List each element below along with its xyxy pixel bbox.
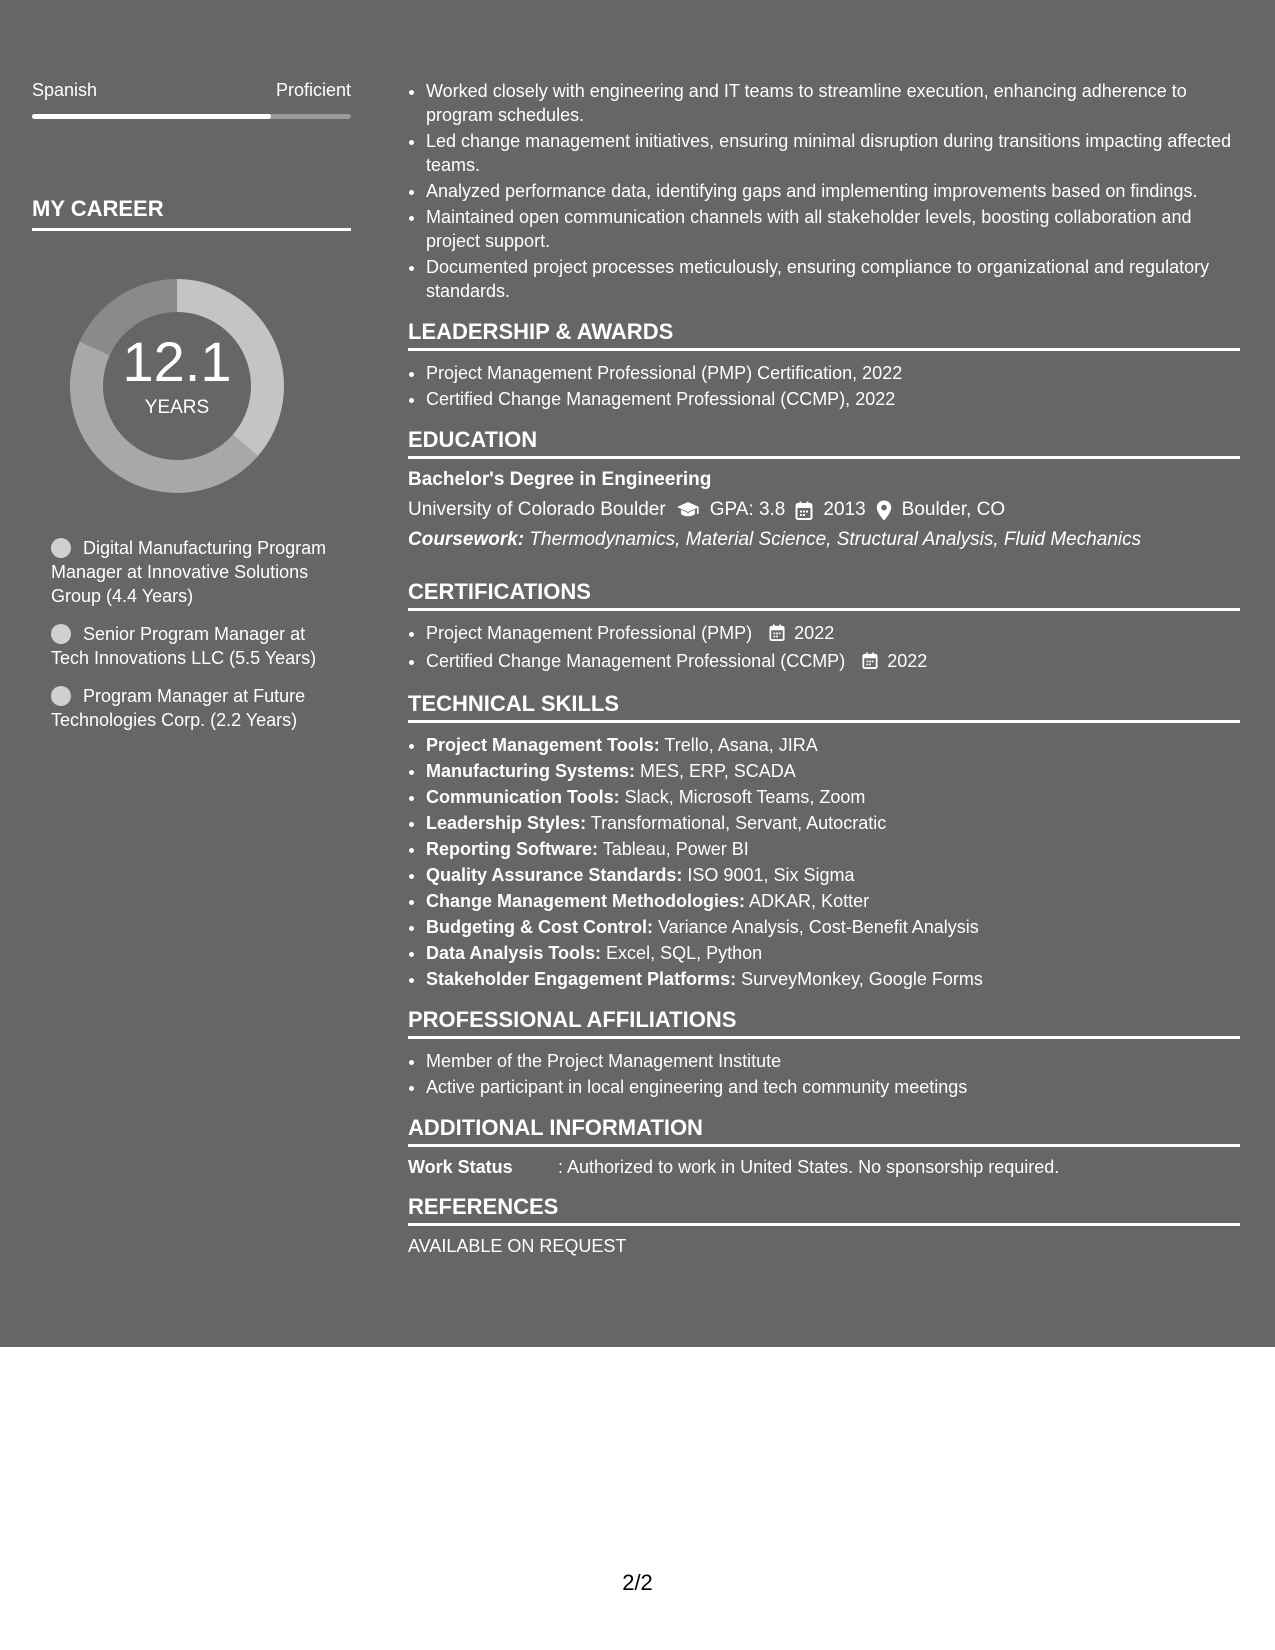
education-title: EDUCATION — [408, 427, 1240, 459]
skill-value: ADKAR, Kotter — [745, 891, 870, 911]
references-section — [408, 1194, 1240, 1257]
skill-label: Stakeholder Engagement Platforms: — [426, 969, 737, 989]
calendar-icon — [862, 651, 878, 675]
education-gpa: GPA: 3.8 — [709, 499, 786, 520]
skill-value: Slack, Microsoft Teams, Zoom — [619, 787, 866, 807]
language-level-fill — [32, 114, 271, 119]
leadership-title: LEADERSHIP & AWARDS — [408, 319, 1240, 351]
skill-value: Variance Analysis, Cost-Benefit Analysis — [652, 917, 979, 937]
career-legend-item — [51, 684, 341, 732]
leadership-item: • Project Management Professional (PMP) Certification, 2022 — [426, 361, 1240, 385]
education-degree: Bachelor's Degree in Engineering — [408, 469, 712, 490]
leadership-section — [408, 319, 1240, 411]
career-title: MY CAREER — [32, 196, 351, 231]
additional-section — [408, 1115, 1240, 1178]
education-school: University of Colorado Boulder — [408, 499, 666, 520]
certification-name: Project Management Professional (PMP) — [426, 623, 753, 643]
certification-year: 2022 — [794, 623, 835, 643]
work-status — [408, 1157, 1240, 1178]
skill-label: Project Management Tools: — [426, 735, 660, 755]
career-legend-item — [51, 536, 341, 608]
coursework-label: Coursework: — [408, 529, 525, 550]
skill-label: Budgeting & Cost Control: — [426, 917, 653, 937]
language-row — [32, 80, 351, 101]
affiliations-section — [408, 1007, 1240, 1099]
graduation-cap-icon — [676, 501, 700, 519]
career-years-label: YEARS — [144, 397, 210, 418]
skills-title: TECHNICAL SKILLS — [408, 691, 1240, 723]
language-name: Spanish — [32, 80, 98, 100]
skill-value: MES, ERP, SCADA — [635, 761, 796, 781]
work-status-label: Work Status — [408, 1157, 513, 1177]
education-section — [408, 427, 1240, 551]
work-status-value: : Authorized to work in United States. No sponsorship required. — [558, 1157, 1060, 1177]
affiliation-item: • Active participant in local engineering and tech community meetings — [426, 1075, 1240, 1099]
skill-label: Data Analysis Tools: — [426, 943, 602, 963]
calendar-icon — [769, 623, 785, 647]
career-legend-item — [51, 622, 341, 670]
certifications-section — [408, 579, 1240, 675]
skill-value: Excel, SQL, Python — [601, 943, 763, 963]
education-location: Boulder, CO — [901, 499, 1006, 520]
page-number: 2/2 — [622, 1570, 653, 1595]
skills-section — [408, 691, 1240, 991]
skill-item — [426, 811, 1240, 835]
career-total-years: 12.1 — [122, 330, 232, 393]
skill-label: Communication Tools: — [426, 787, 620, 807]
affiliations-title: PROFESSIONAL AFFILIATIONS — [408, 1007, 1240, 1039]
certifications-list — [408, 621, 1240, 675]
skill-item — [426, 863, 1240, 887]
calendar-icon — [795, 501, 813, 520]
education-details — [408, 499, 1240, 521]
skill-label: Change Management Methodologies: — [426, 891, 746, 911]
references-title: REFERENCES — [408, 1194, 1240, 1226]
skill-item — [426, 759, 1240, 783]
language-level-bar — [32, 114, 351, 119]
certification-item — [426, 621, 1240, 647]
location-pin-icon — [876, 500, 892, 521]
skill-item — [426, 967, 1240, 991]
career-role-label: Program Manager at Future Technologies Corp. (2.2 Years) — [51, 686, 306, 730]
skill-value: Tableau, Power BI — [598, 839, 749, 859]
certification-year: 2022 — [887, 651, 928, 671]
leadership-list — [408, 361, 1240, 411]
legend-dot-icon — [51, 624, 71, 644]
career-role-label: Senior Program Manager at Tech Innovations LLC (5.5 Years) — [51, 624, 317, 668]
skill-item — [426, 889, 1240, 913]
skill-item — [426, 941, 1240, 965]
legend-dot-icon — [51, 538, 71, 558]
certifications-title: CERTIFICATIONS — [408, 579, 1240, 611]
language-level: Proficient — [275, 80, 351, 100]
skill-label: Leadership Styles: — [426, 813, 587, 833]
coursework-value: Thermodynamics, Material Science, Structural Analysis, Fluid Mechanics — [524, 529, 1142, 550]
experience-bullet: • Led change management initiatives, ensuring minimal disruption during transitions impacting affected teams. — [426, 129, 1240, 177]
skills-list — [408, 733, 1240, 991]
certification-name: Certified Change Management Professional (CCMP) — [426, 651, 846, 671]
education-year: 2013 — [823, 499, 866, 520]
experience-bullet: • Worked closely with engineering and IT teams to streamline execution, enhancing adherence to program schedules. — [426, 79, 1240, 127]
experience-bullet: • Maintained open communication channels with all stakeholder levels, boosting collaboration and project support. — [426, 205, 1240, 253]
skill-item — [426, 837, 1240, 861]
skill-label: Manufacturing Systems: — [426, 761, 636, 781]
additional-title: ADDITIONAL INFORMATION — [408, 1115, 1240, 1147]
references-text: AVAILABLE ON REQUEST — [408, 1236, 627, 1256]
main-content — [408, 0, 1240, 1257]
skill-value: Trello, Asana, JIRA — [659, 735, 818, 755]
skill-value: ISO 9001, Six Sigma — [682, 865, 855, 885]
experience-bullet: • Documented project processes meticulously, ensuring compliance to organizational and regulatory standards. — [426, 255, 1240, 303]
skill-item — [426, 785, 1240, 809]
career-role-label: Digital Manufacturing Program Manager at Innovative Solutions Group (4.4 Years) — [51, 538, 327, 606]
certification-item — [426, 649, 1240, 675]
career-legend — [51, 536, 341, 746]
legend-dot-icon — [51, 686, 71, 706]
career-donut-chart — [64, 273, 290, 499]
affiliations-list — [408, 1049, 1240, 1099]
experience-bullet: • Analyzed performance data, identifying gaps and implementing improvements based on findings. — [426, 179, 1240, 203]
skill-label: Reporting Software: — [426, 839, 599, 859]
leadership-item: • Certified Change Management Professional (CCMP), 2022 — [426, 387, 1240, 411]
affiliation-item: • Member of the Project Management Institute — [426, 1049, 1240, 1073]
education-coursework — [408, 529, 1240, 551]
skill-value: SurveyMonkey, Google Forms — [736, 969, 983, 989]
skill-value: Transformational, Servant, Autocratic — [586, 813, 887, 833]
skill-item — [426, 733, 1240, 757]
skill-label: Quality Assurance Standards: — [426, 865, 683, 885]
skill-item — [426, 915, 1240, 939]
experience-bullets — [408, 79, 1240, 303]
